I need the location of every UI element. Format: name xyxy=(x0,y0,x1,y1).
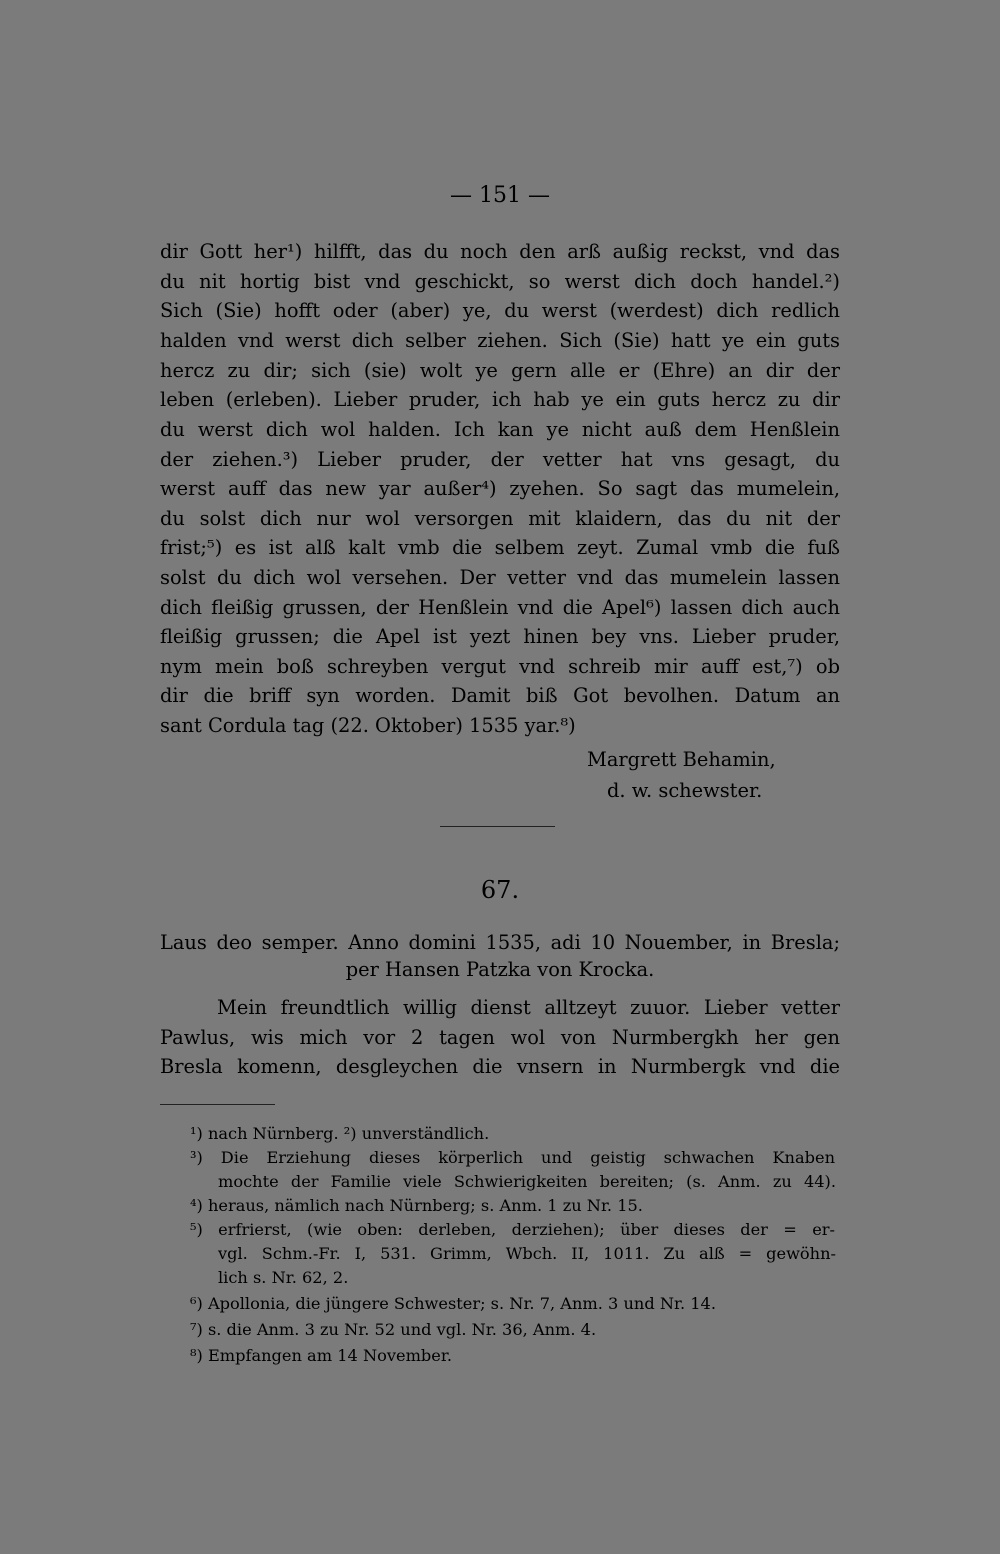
footnote-5-cont: vgl. Schm.-Fr. I, 531. Grimm, Wbch. II, 1011. Zu alß = gewöhn- xyxy=(218,1244,836,1263)
text-line: dir die briff syn worden. Damit biß Got bevolhen. Datum an xyxy=(160,684,840,707)
footnote-6: ⁶) Apollonia, die jüngere Schwester; s. Nr. 7, Anm. 3 und Nr. 14. xyxy=(190,1294,716,1313)
text-line: werst auff das new yar außer⁴) zyehen. So sagt das mumelein, xyxy=(160,477,840,500)
footnote-8: ⁸) Empfangen am 14 November. xyxy=(190,1346,452,1365)
text-line: fleißig grussen; die Apel ist yezt hinen bey vns. Lieber pruder, xyxy=(160,625,840,648)
footnote-divider xyxy=(160,1104,275,1105)
text-line: dich fleißig grussen, der Henßlein vnd die Apel⁶) lassen dich auch xyxy=(160,596,840,619)
text-line: Sich (Sie) hofft oder (aber) ye, du werst (werdest) dich redlich xyxy=(160,299,840,322)
text-line: Pawlus, wis mich vor 2 tagen wol von Nurmbergkh her gen xyxy=(160,1026,840,1049)
section-divider xyxy=(440,826,555,827)
footnote-4: ⁴) heraus, nämlich nach Nürnberg; s. Anm. 1 zu Nr. 15. xyxy=(190,1196,643,1215)
text-line: sant Cordula tag (22. Oktober) 1535 yar.⁸) xyxy=(160,714,576,737)
text-line: frist;⁵) es ist alß kalt vmb die selbem zeyt. Zumal vmb die fuß xyxy=(160,536,840,559)
footnote-5: ⁵) erfrierst, (wie oben: derleben, derziehen); über dieses der = er- xyxy=(190,1220,835,1239)
footnote-1-2: ¹) nach Nürnberg. ²) unverständlich. xyxy=(190,1124,490,1143)
text-line: halden vnd werst dich selber ziehen. Sich (Sie) hatt ye ein guts xyxy=(160,329,840,352)
footnote-5-cont: lich s. Nr. 62, 2. xyxy=(218,1268,349,1287)
text-line: Bresla komenn, desgleychen die vnsern in Nurmbergk vnd die xyxy=(160,1055,840,1078)
footnote-7: ⁷) s. die Anm. 3 zu Nr. 52 und vgl. Nr. 36, Anm. 4. xyxy=(190,1320,597,1339)
text-line: leben (erleben). Lieber pruder, ich hab ye ein guts hercz zu dir xyxy=(160,388,840,411)
text-line: der ziehen.³) Lieber pruder, der vetter hat vns gesagt, du xyxy=(160,448,840,471)
text-line: du nit hortig bist vnd geschickt, so werst dich doch handel.²) xyxy=(160,270,840,293)
text-line: nym mein boß schreyben vergut vnd schreib mir auff est,⁷) ob xyxy=(160,655,840,678)
text-line: du solst dich nur wol versorgen mit klaidern, das du nit der xyxy=(160,507,840,530)
text-line: dir Gott her¹) hilfft, das du noch den arß außig reckst, vnd das xyxy=(160,240,840,263)
text-line: du werst dich wol halden. Ich kan ye nicht auß dem Henßlein xyxy=(160,418,840,441)
letter-heading-line-2: per Hansen Patzka von Krocka. xyxy=(345,958,655,981)
signature-relation: d. w. schewster. xyxy=(607,779,763,802)
footnote-3: ³) Die Erziehung dieses körperlich und geistig schwachen Knaben xyxy=(190,1148,835,1167)
text-line: Mein freundtlich willig dienst alltzeyt zuuor. Lieber vetter xyxy=(217,996,840,1019)
text-line: hercz zu dir; sich (sie) wolt ye gern alle er (Ehre) an dir der xyxy=(160,359,840,382)
letter-number: 67. xyxy=(480,876,520,904)
signature-name: Margrett Behamin, xyxy=(587,748,776,771)
text-line: solst du dich wol versehen. Der vetter vnd das mumelein lassen xyxy=(160,566,840,589)
footnote-3-cont: mochte der Familie viele Schwierigkeiten bereiten; (s. Anm. zu 44). xyxy=(218,1172,836,1191)
letter-heading-line-1: Laus deo semper. Anno domini 1535, adi 10 Nouember, in Bresla; xyxy=(160,931,840,954)
page-number: — 151 — xyxy=(450,183,550,208)
